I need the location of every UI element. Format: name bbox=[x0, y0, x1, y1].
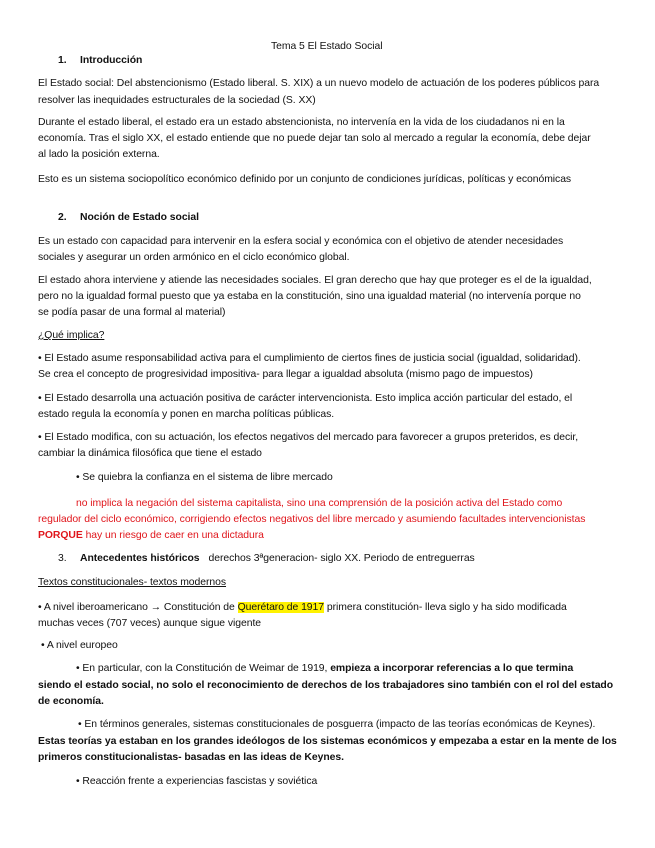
bullet-line: • Reacción frente a experiencias fascistas y soviética bbox=[76, 776, 318, 787]
paragraph-line: se podía pasar de una formal al material) bbox=[38, 307, 226, 318]
paragraph-line: economía. Tras el siglo XX, el estado entiende que no puede dejar tan solo al mercado a regular la economía, debe dejar bbox=[38, 133, 591, 144]
bullet-line: • El Estado modifica, con su actuación, los efectos negativos del mercado para favorecer a grupos preteridos, es decir, bbox=[38, 432, 579, 443]
bullet-line: siendo el estado social, no solo el reconocimiento de derechos de los trabajadores sino también con el rol del estado bbox=[38, 680, 614, 691]
section-3-heading bbox=[58, 553, 475, 565]
bullet-line: estado regula la economía y ponen en marcha políticas públicas. bbox=[38, 409, 335, 420]
red-note-rest: hay un riesgo de caer en una dictadura bbox=[82, 530, 264, 541]
bullet-line bbox=[38, 602, 567, 614]
section-3-title: Antecedentes históricos bbox=[80, 553, 200, 564]
bullet-line: Se crea el concepto de progresividad impositiva- para llegar a igualdad absoluta (mismo pago de impuestos) bbox=[38, 369, 533, 380]
bullet-line: • A nivel europeo bbox=[41, 640, 118, 651]
bullet-line: • El Estado desarrolla una actuación positiva de carácter intervencionista. Esto implica acción particular del estado, el bbox=[38, 393, 573, 404]
highlighted-text: Querétaro de 1917 bbox=[237, 602, 324, 613]
bullet-line: • En términos generales, sistemas constitucionales de posguerra (impacto de las teorías económicas de Keynes). bbox=[78, 719, 596, 730]
ibero-text-end: primera constitución- lleva siglo y ha sido modificada bbox=[324, 602, 567, 613]
red-note-line bbox=[38, 530, 264, 542]
section-3-number: 3. bbox=[58, 553, 67, 564]
bullet-line: Estas teorías ya estaban en los grandes ideólogos de los sistemas económicos y empezaba a estar en la mente de los bbox=[38, 736, 617, 747]
red-note-emphasis: PORQUE bbox=[38, 530, 83, 541]
section-1-heading bbox=[58, 55, 142, 67]
section-2-number: 2. bbox=[58, 212, 67, 223]
section-2-title: Noción de Estado social bbox=[80, 212, 199, 223]
bullet-line bbox=[76, 663, 573, 675]
bullet-line: muchas veces (707 veces) aunque sigue vigente bbox=[38, 618, 262, 629]
paragraph-line: resolver las inequidades estructurales de la sociedad (S. XX) bbox=[38, 95, 316, 106]
weimar-bold: empieza a incorporar referencias a lo que termina bbox=[330, 663, 574, 674]
section-1-title: Introducción bbox=[80, 55, 143, 66]
bullet-line: • El Estado asume responsabilidad activa para el cumplimiento de ciertos fines de justicia social (igualdad, solidaridad). bbox=[38, 353, 581, 364]
paragraph-line: Durante el estado liberal, el estado era un estado abstencionista, no intervenía en la vida de los ciudadanos ni en la bbox=[38, 117, 565, 128]
paragraph-line: El estado ahora interviene y atiende las necesidades sociales. El gran derecho que hay que proteger es el de la igualdad, bbox=[38, 275, 592, 286]
red-note-line: regulador del ciclo económico, corrigiendo efectos negativos del libre mercado y asumiendo facultades intervencionistas bbox=[38, 514, 586, 525]
paragraph-line: pero no la igualdad formal puesto que ya estaba en la constitución, sino una igualdad material (no intervenía porque no bbox=[38, 291, 581, 302]
weimar-text: • En particular, con la Constitución de Weimar de 1919, bbox=[76, 663, 331, 674]
ibero-text: • A nivel iberoamericano → Constitución de bbox=[38, 602, 238, 613]
red-note-line: no implica la negación del sistema capitalista, sino una comprensión de la posición activa del Estado como bbox=[76, 498, 563, 509]
paragraph-line: Esto es un sistema sociopolítico económico definido por un conjunto de condiciones jurídicas, políticas y económicas bbox=[38, 174, 572, 185]
paragraph-line: Es un estado con capacidad para intervenir en la esfera social y económica con el objetivo de atender necesidades bbox=[38, 236, 564, 247]
section-3-tail: derechos 3ªgeneracion- siglo XX. Periodo de entreguerras bbox=[208, 553, 475, 564]
paragraph-line: sociales y asegurar un orden armónico en el ciclo económico global. bbox=[38, 252, 350, 263]
paragraph-line: El Estado social: Del abstencionismo (Estado liberal. S. XIX) a un nuevo modelo de actuación de los poderes públicos para bbox=[38, 78, 600, 89]
subheading-implica: ¿Qué implica? bbox=[38, 330, 105, 341]
subheading-textos: Textos constitucionales- textos modernos bbox=[38, 577, 227, 588]
bullet-line: primeros constitucionalistas- basadas en las ideas de Keynes. bbox=[38, 752, 344, 763]
bullet-line: de economía. bbox=[38, 696, 104, 707]
document-title: Tema 5 El Estado Social bbox=[271, 41, 383, 52]
section-1-number: 1. bbox=[58, 55, 67, 66]
paragraph-line: al lado la posición externa. bbox=[38, 149, 160, 160]
sub-bullet: • Se quiebra la confianza en el sistema de libre mercado bbox=[76, 472, 333, 483]
section-2-heading bbox=[58, 212, 199, 224]
bullet-line: cambiar la dinámica filosófica que tiene el estado bbox=[38, 448, 262, 459]
